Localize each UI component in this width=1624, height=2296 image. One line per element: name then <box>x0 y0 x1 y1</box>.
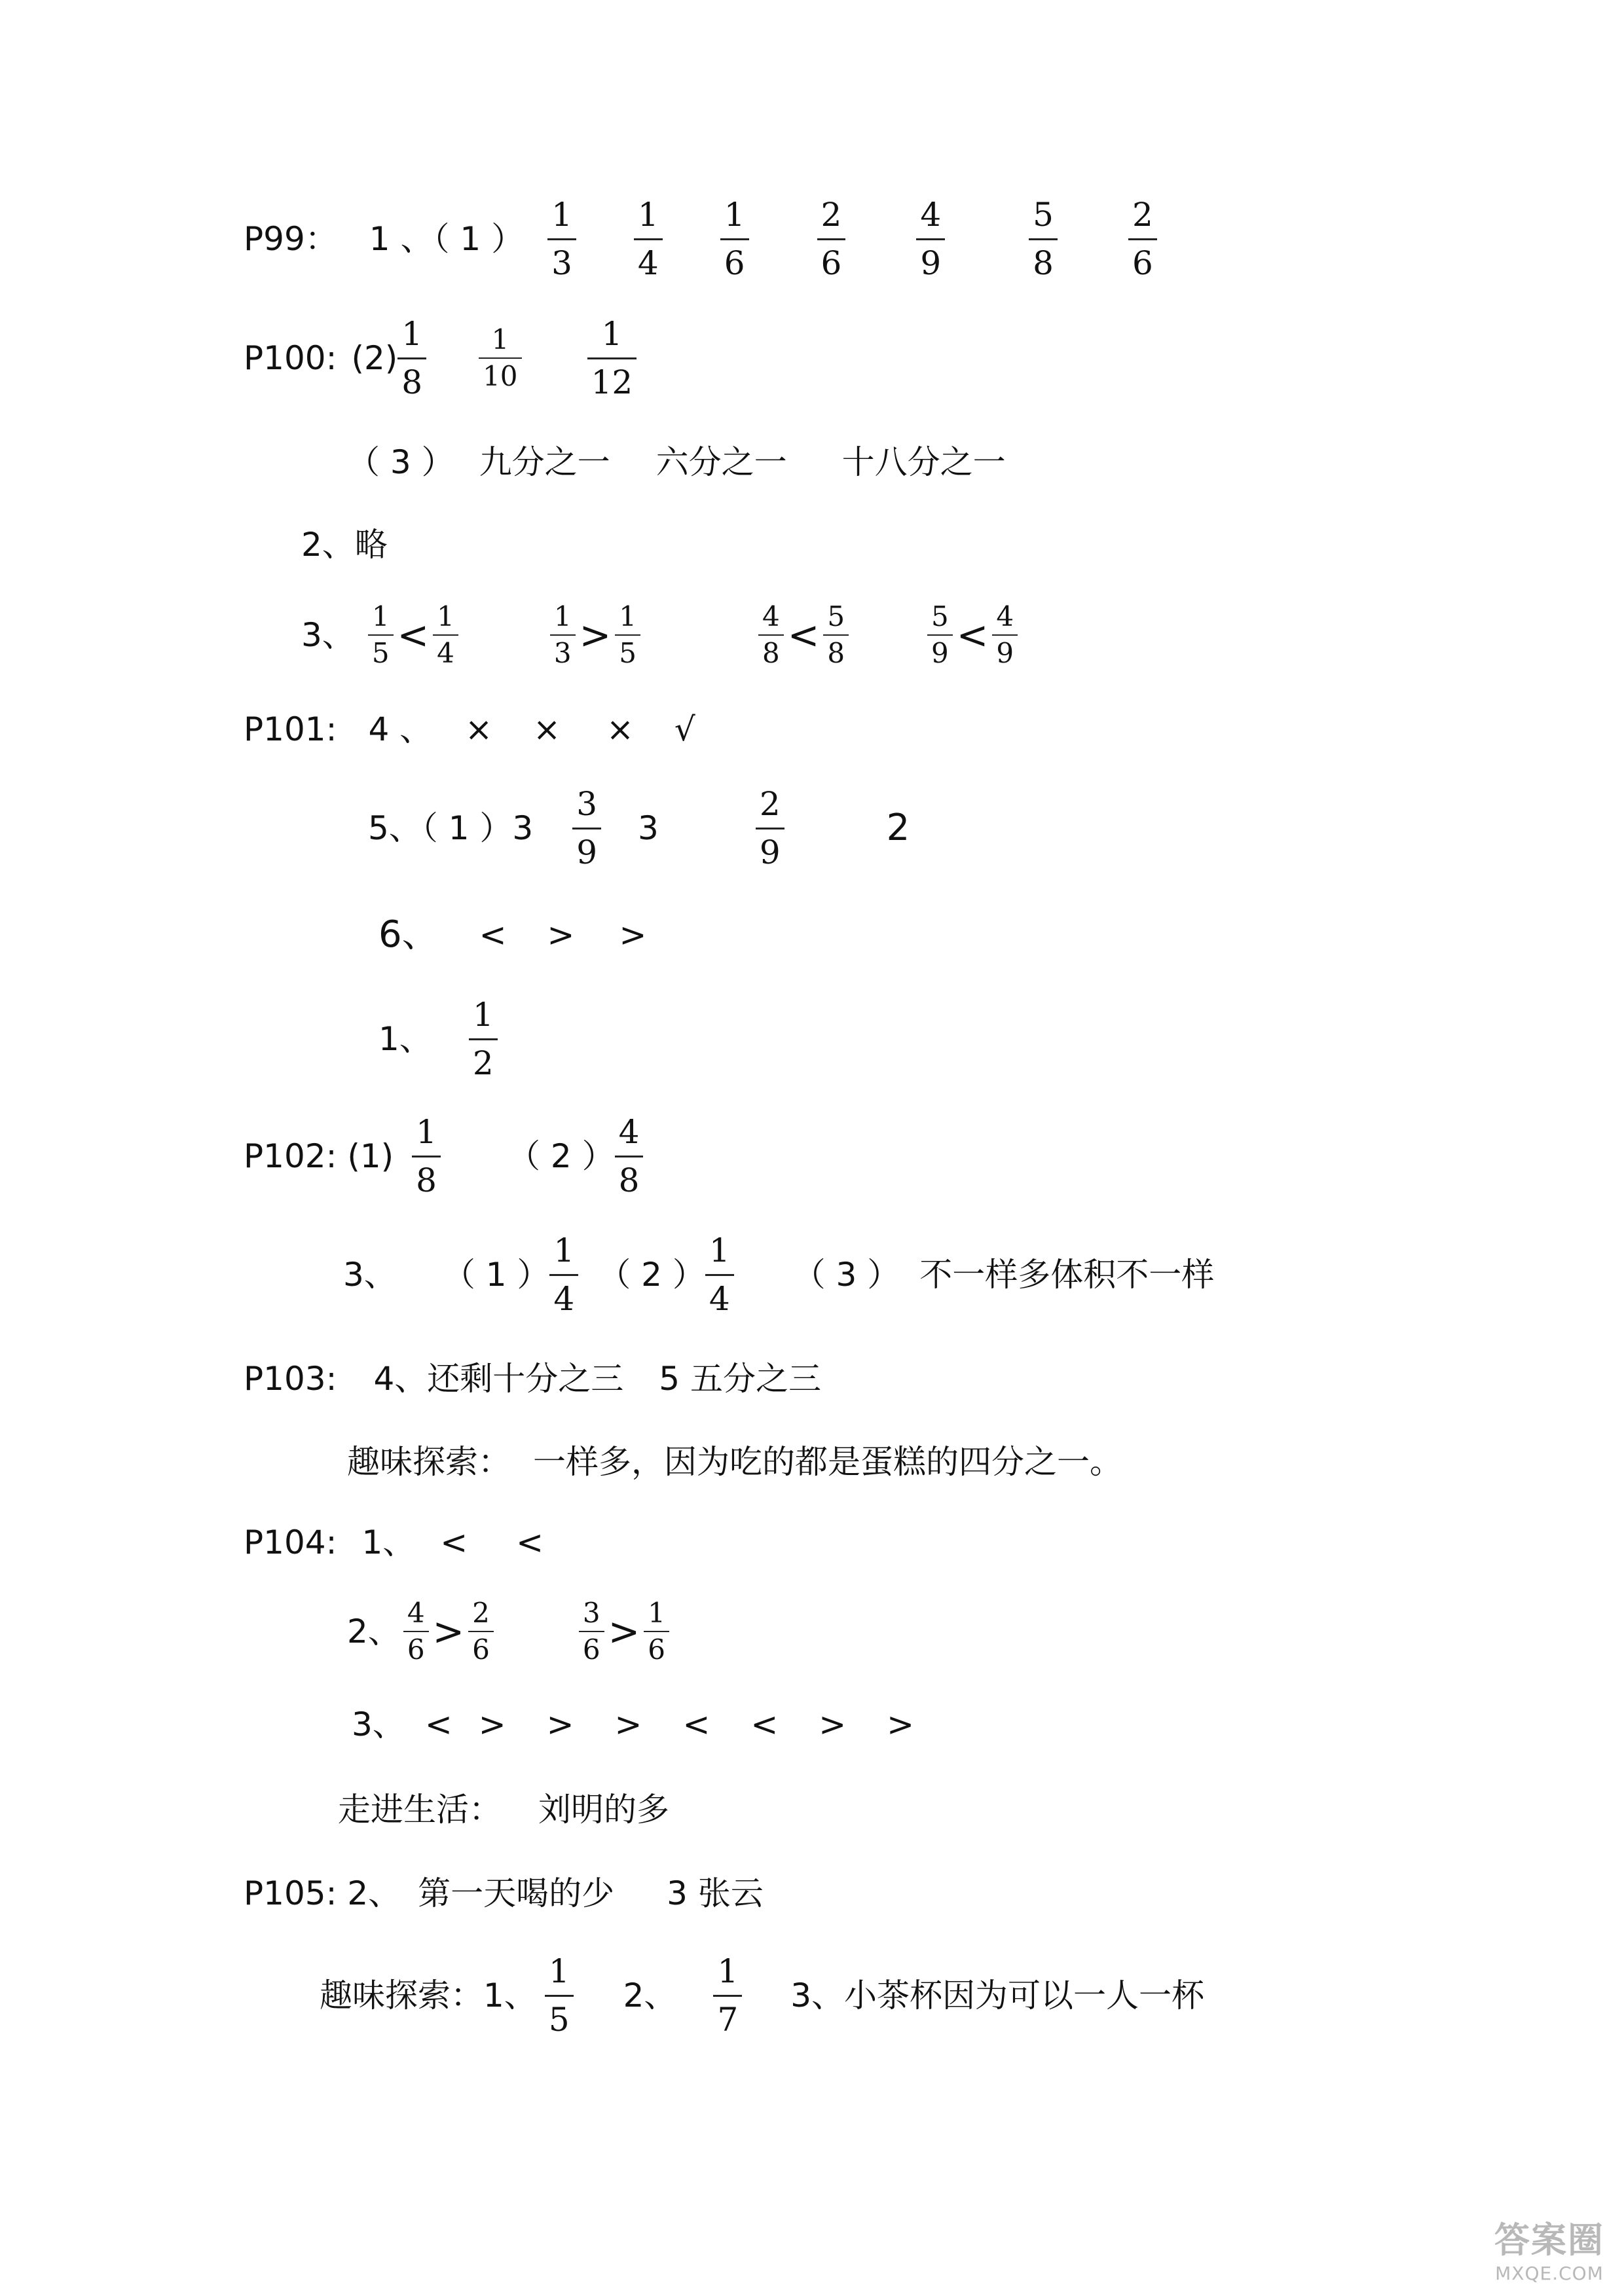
answer-text: 5 五分之三 <box>659 1360 821 1398</box>
fraction: 1 4 <box>549 1233 578 1317</box>
answer-mark: > <box>819 1705 847 1743</box>
question-label: 2、 <box>347 1613 401 1650</box>
watermark-url: MXQE.COM <box>1495 2263 1604 2284</box>
comparison-sign: > <box>432 1609 465 1654</box>
question-label: 1 、（ 1 ） <box>369 220 525 258</box>
p102-q3-line <box>343 1231 1215 1318</box>
question-label: （ 1 ） <box>442 1256 550 1294</box>
fraction: 1 12 <box>587 316 637 401</box>
answer-mark: > <box>547 916 575 954</box>
fraction: 1 6 <box>720 197 749 282</box>
question-label: 3、 <box>301 616 355 654</box>
answer-mark: > <box>478 1705 506 1743</box>
p100-item3-line <box>301 596 1018 674</box>
comparison-sign: < <box>787 613 820 657</box>
comparison-sign: < <box>397 613 430 657</box>
p104-life-line <box>338 1770 669 1849</box>
fraction: 4 9 <box>992 602 1018 668</box>
answer-mark: < <box>516 1523 544 1561</box>
fraction: 1 8 <box>412 1114 441 1199</box>
p104-q3-line <box>352 1685 914 1764</box>
answer-text: 2 <box>886 807 910 849</box>
page-label-p100: P100: <box>244 339 337 377</box>
question-label: 2、 <box>623 1977 677 2014</box>
page-label-p102: P102: (1) <box>244 1137 394 1175</box>
answer-text: 一样多，因为吃的都是蛋糕的四分之一。 <box>533 1443 1122 1481</box>
answer-text: 4、还剩十分之三 <box>373 1360 624 1398</box>
question-label: 1、 <box>378 1020 432 1058</box>
fraction: 1 8 <box>397 316 426 401</box>
page-label-p101: P101: <box>244 710 337 748</box>
comparison-sign: > <box>579 613 612 657</box>
p105-line <box>244 1854 764 1933</box>
answer-mark: > <box>619 916 647 954</box>
question-label: （ 2 ） <box>507 1137 615 1175</box>
fraction: 1 5 <box>615 602 640 668</box>
answer-text: 3 <box>638 809 659 847</box>
question-label: 4 、 <box>368 710 433 748</box>
answer-mark: < <box>424 1705 452 1743</box>
fraction: 1 4 <box>705 1233 734 1317</box>
question-label: 3、 <box>352 1705 405 1743</box>
fraction: 2 6 <box>468 1598 494 1665</box>
p105-fun-line <box>320 1952 1205 2039</box>
p101-line <box>244 690 695 769</box>
question-label: 3、 <box>343 1256 397 1294</box>
p101-q1-line <box>378 995 498 1082</box>
answer-mark: < <box>479 916 507 954</box>
comparison-sign: > <box>608 1609 640 1654</box>
p104-line <box>244 1503 544 1582</box>
answer-mark: < <box>682 1705 710 1743</box>
p104-q2-line <box>347 1592 669 1671</box>
fraction: 3 9 <box>572 786 601 871</box>
answer-mark: < <box>750 1705 779 1743</box>
fraction: 4 9 <box>916 197 945 282</box>
answer-mark: × <box>465 710 493 748</box>
question-label: 1、 <box>361 1523 416 1561</box>
comparison-sign: < <box>956 613 989 657</box>
p100-q3-line <box>347 423 1006 501</box>
p101-q6-line <box>378 896 646 974</box>
watermark <box>1494 2212 1604 2284</box>
answer-text: 3、小茶杯因为可以一人一杯 <box>790 1977 1205 2014</box>
answer-text: 第一天喝的少 <box>418 1874 615 1912</box>
answer-text: 2、略 <box>301 526 388 564</box>
fraction: 1 10 <box>479 325 521 392</box>
fraction: 3 6 <box>579 1598 604 1665</box>
answer-text: 六分之一 <box>655 443 787 481</box>
page-label-p103: P103: <box>244 1360 337 1398</box>
answer-text: 3 张云 <box>667 1874 764 1912</box>
fraction: 5 9 <box>927 602 953 668</box>
answer-mark: × <box>533 710 561 748</box>
fraction: 2 9 <box>756 786 784 871</box>
fraction: 1 6 <box>644 1598 669 1665</box>
fraction: 1 3 <box>550 602 576 668</box>
p100-item2-line <box>301 505 388 584</box>
p103-fun-line <box>347 1423 1122 1501</box>
fraction: 2 6 <box>1128 197 1157 282</box>
answer-mark: × <box>606 710 634 748</box>
fraction: 1 2 <box>469 997 498 1082</box>
question-label: 6、 <box>378 913 439 956</box>
answer-text: 九分之一 <box>479 443 610 481</box>
answer-text: 刘明的多 <box>538 1791 669 1829</box>
p103-line <box>244 1339 821 1418</box>
fraction: 5 8 <box>1029 197 1058 282</box>
answer-mark: < <box>440 1523 468 1561</box>
p99-line <box>244 195 1157 282</box>
fraction: 1 3 <box>547 197 576 282</box>
section-label: 趣味探索： <box>347 1443 511 1481</box>
page-label-p104: P104: <box>244 1523 337 1561</box>
fraction: 1 5 <box>545 1954 574 2038</box>
section-label: 趣味探索：1、 <box>320 1977 537 2014</box>
answer-text: 十八分之一 <box>841 443 1006 481</box>
fraction: 4 8 <box>615 1114 644 1199</box>
page-label-p105: P105: 2、 <box>244 1874 401 1912</box>
section-label: 走进生活： <box>338 1791 502 1829</box>
fraction: 2 6 <box>817 197 846 282</box>
fraction: 1 4 <box>634 197 663 282</box>
question-label: (2) <box>351 339 398 377</box>
fraction: 1 4 <box>433 602 458 668</box>
page-label-p99: P99： <box>244 220 338 258</box>
fraction: 1 5 <box>368 602 394 668</box>
answer-mark: √ <box>674 710 695 748</box>
answer-mark: > <box>887 1705 915 1743</box>
watermark-logo: 答案圈 <box>1494 2219 1604 2261</box>
question-label: （ 2 ） <box>598 1256 705 1294</box>
question-label: （ 3 ） <box>347 443 454 481</box>
answer-mark: > <box>546 1705 574 1743</box>
p101-q5-line <box>368 784 910 871</box>
fraction: 1 7 <box>713 1954 742 2038</box>
p102-line <box>244 1112 643 1199</box>
p100-line <box>244 314 637 401</box>
fraction: 5 8 <box>823 602 849 668</box>
question-label: 5、（ 1 ）3 <box>368 809 534 847</box>
fraction: 4 6 <box>403 1598 429 1665</box>
fraction: 4 8 <box>758 602 784 668</box>
question-label: （ 3 ） <box>792 1256 900 1294</box>
answer-text: 不一样多体积不一样 <box>919 1256 1215 1294</box>
answer-mark: > <box>614 1705 642 1743</box>
